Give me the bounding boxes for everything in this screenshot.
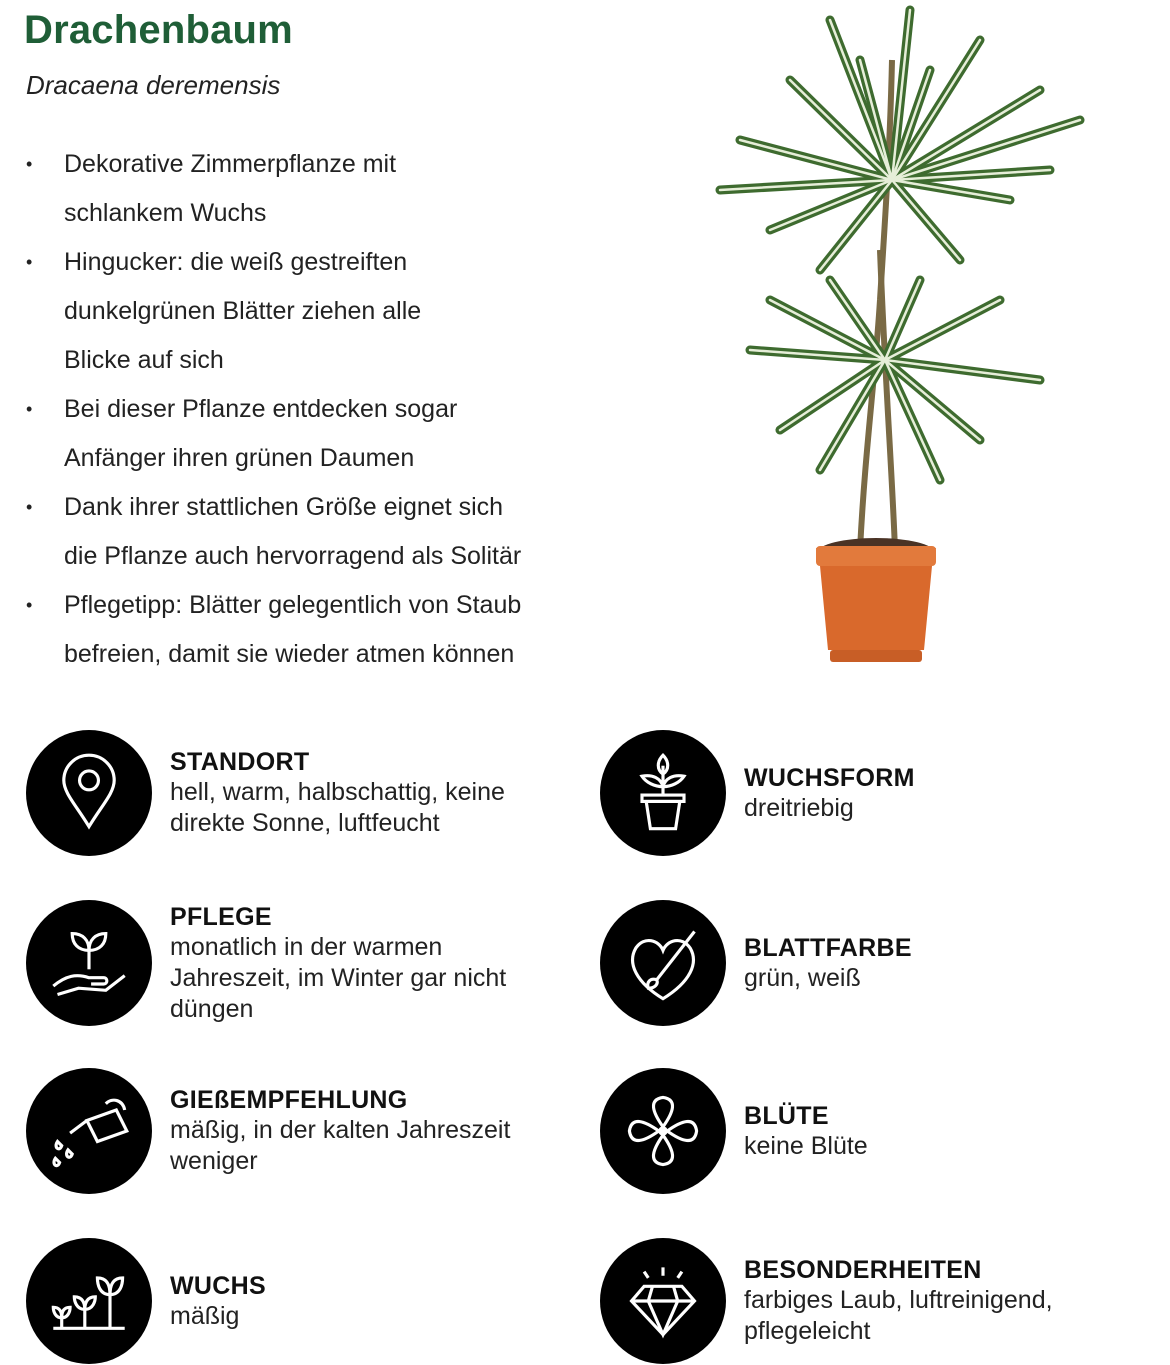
- feature-wuchs: [26, 1238, 266, 1364]
- bullet-dot-icon: •: [26, 154, 33, 174]
- feature-blattfarbe: [600, 900, 912, 1026]
- feature-bullet-list: [24, 140, 584, 679]
- feature-besonderheiten: [600, 1238, 1053, 1364]
- feature-text: monatlich in der warmen Jahreszeit, im Winter gar nicht düngen: [170, 932, 507, 1023]
- feature-standort: [26, 730, 505, 856]
- bullet-dot-icon: •: [26, 399, 33, 419]
- plant-image: [680, 0, 1100, 680]
- bullet-item: [24, 581, 584, 679]
- feature-heading: PFLEGE: [170, 902, 272, 931]
- feature-wuchsform: [600, 730, 915, 856]
- feature-text: grün, weiß: [744, 963, 861, 992]
- bullet-item: [24, 238, 584, 385]
- bullet-text: Bei dieser Pflanze entdecken sogar Anfänger ihren grünen Daumen: [64, 395, 458, 472]
- feature-text: farbiges Laub, luftreinigend, pflegeleicht: [744, 1286, 1053, 1345]
- bullet-text: Dekorative Zimmerpflanze mit schlankem Wuchs: [64, 150, 397, 227]
- product-title: Drachenbaum: [24, 8, 293, 52]
- feature-heading: BLATTFARBE: [744, 933, 912, 962]
- location-pin-icon: [26, 730, 152, 856]
- flower-icon: [600, 1068, 726, 1194]
- feature-bluete: [600, 1068, 868, 1194]
- feature-text: mäßig: [170, 1301, 240, 1330]
- bullet-text: Pflegetipp: Blätter gelegentlich von Staub befreien, damit sie wieder atmen können: [64, 591, 522, 668]
- botanical-name: Dracaena deremensis: [26, 70, 281, 100]
- growing-sprouts-icon: [26, 1238, 152, 1364]
- feature-heading: BLÜTE: [744, 1101, 829, 1130]
- bullet-text: Hingucker: die weiß gestreiften dunkelgrünen Blätter ziehen alle Blicke auf sich: [64, 248, 422, 374]
- watering-can-icon: [26, 1068, 152, 1194]
- bullet-dot-icon: •: [26, 595, 33, 615]
- feature-text: keine Blüte: [744, 1131, 868, 1160]
- leaf-paintbrush-icon: [600, 900, 726, 1026]
- feature-heading: WUCHS: [170, 1271, 266, 1300]
- feature-pflege: [26, 900, 506, 1026]
- bullet-item: [24, 483, 584, 581]
- bullet-item: [24, 385, 584, 483]
- bullet-dot-icon: •: [26, 497, 33, 517]
- feature-text: hell, warm, halbschattig, keine direkte Sonne, luftfeucht: [170, 778, 505, 837]
- bullet-item: [24, 140, 584, 238]
- feature-heading: STANDORT: [170, 748, 310, 776]
- feature-heading: BESONDERHEITEN: [744, 1256, 982, 1284]
- feature-heading: GIEßEMPFEHLUNG: [170, 1086, 408, 1114]
- hand-seedling-icon: [26, 900, 152, 1026]
- feature-heading: WUCHSFORM: [744, 763, 915, 792]
- potted-plant-icon: [600, 730, 726, 856]
- bullet-dot-icon: •: [26, 252, 33, 272]
- feature-text: mäßig, in der kalten Jahreszeit weniger: [170, 1116, 511, 1175]
- bullet-text: Dank ihrer stattlichen Größe eignet sich die Pflanze auch hervorragend als Solitär: [64, 493, 522, 570]
- diamond-icon: [600, 1238, 726, 1364]
- feature-giessempfehlung: [26, 1068, 510, 1194]
- feature-text: dreitriebig: [744, 793, 854, 822]
